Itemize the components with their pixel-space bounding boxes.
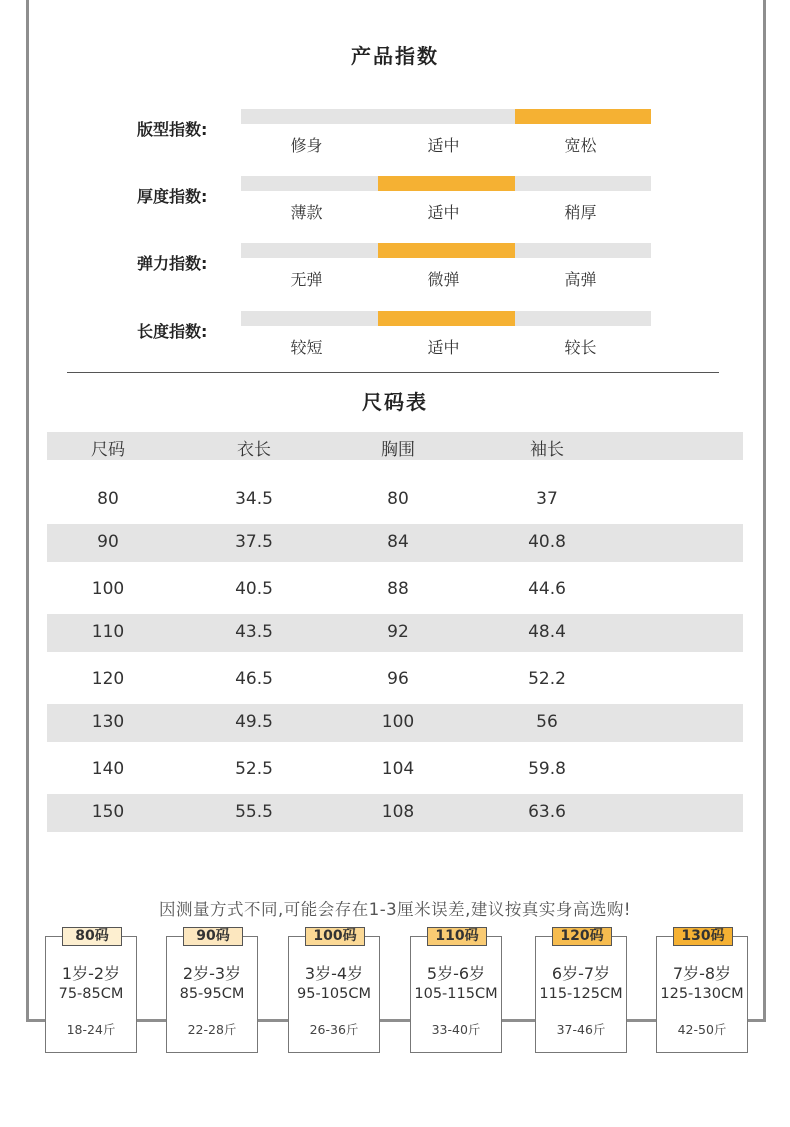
index-option: 适中 [427, 338, 460, 357]
size-table-cell: 130 [91, 712, 125, 732]
index-option: 适中 [427, 136, 460, 155]
size-card-weight: 26-36斤 [309, 1022, 359, 1037]
index-label: 厚度指数: [137, 187, 208, 206]
size-table-row [47, 742, 743, 794]
index-option: 较短 [290, 338, 323, 357]
size-card-height: 85-95CM [179, 986, 245, 1002]
size-table-cell: 59.8 [528, 759, 566, 779]
size-card [656, 928, 748, 1053]
index-track [241, 311, 651, 326]
size-table-header-cell: 胸围 [381, 440, 415, 460]
index-track [241, 176, 651, 191]
size-table-cell: 150 [91, 802, 125, 822]
size-table-spacer [47, 460, 743, 472]
size-card-age: 3岁-4岁 [304, 964, 364, 983]
index-selected-fill [378, 311, 515, 326]
index-track [241, 243, 651, 258]
index-selected-fill [515, 109, 651, 124]
size-card [535, 928, 627, 1053]
size-table-cell: 120 [91, 669, 125, 689]
index-option: 无弹 [290, 270, 323, 289]
size-table-cell: 108 [381, 802, 415, 822]
size-table-cell: 80 [97, 489, 119, 509]
size-table-cell: 80 [387, 489, 409, 509]
size-table-cell: 44.6 [528, 579, 566, 599]
size-card-height: 75-85CM [58, 986, 124, 1002]
index-option: 稍厚 [564, 203, 597, 222]
size-card [45, 928, 137, 1053]
size-card-height: 125-130CM [660, 986, 744, 1002]
size-table-cell: 37 [536, 489, 558, 509]
index-row [0, 176, 790, 236]
index-option: 高弹 [564, 270, 597, 289]
size-table-cell: 37.5 [235, 532, 273, 552]
size-table-cell: 92 [387, 622, 409, 642]
index-option: 薄款 [290, 203, 323, 222]
size-table-cell: 55.5 [235, 802, 273, 822]
size-card-tag: 80码 [62, 927, 122, 946]
size-table-header [47, 432, 743, 460]
size-card-age: 6岁-7岁 [551, 964, 611, 983]
size-table-cell: 104 [381, 759, 415, 779]
index-track [241, 109, 651, 124]
product-index-title: 产品指数 [351, 44, 439, 68]
size-card-age: 2岁-3岁 [182, 964, 242, 983]
size-table-cell: 40.8 [528, 532, 566, 552]
size-chart-title: 尺码表 [362, 390, 428, 414]
size-table-row [47, 704, 743, 742]
size-table-cell: 110 [91, 622, 125, 642]
index-option: 微弹 [427, 270, 460, 289]
frame-bottom-border [26, 1019, 766, 1022]
size-table-cell: 100 [381, 712, 415, 732]
size-table-cell: 49.5 [235, 712, 273, 732]
size-table-row [47, 614, 743, 652]
size-table-row [47, 652, 743, 704]
size-table-cell: 48.4 [528, 622, 566, 642]
size-card-weight: 33-40斤 [431, 1022, 481, 1037]
size-table-header-cell: 衣长 [237, 440, 271, 460]
size-card-weight: 37-46斤 [556, 1022, 606, 1037]
size-table-cell: 46.5 [235, 669, 273, 689]
index-selected-fill [378, 243, 515, 258]
size-card-height: 105-115CM [414, 986, 498, 1002]
size-card-height: 115-125CM [539, 986, 623, 1002]
size-table-cell: 52.2 [528, 669, 566, 689]
size-card [166, 928, 258, 1053]
index-selected-fill [378, 176, 515, 191]
size-table-cell: 96 [387, 669, 409, 689]
size-card-tag: 90码 [183, 927, 243, 946]
size-card-age: 1岁-2岁 [61, 964, 121, 983]
size-table-header-cell: 尺码 [91, 440, 125, 460]
size-table-cell: 56 [536, 712, 558, 732]
measurement-note: 因测量方式不同,可能会存在1-3厘米误差,建议按真实身高选购! [158, 900, 632, 919]
index-row [0, 109, 790, 169]
size-table-cell: 90 [97, 532, 119, 552]
index-label: 版型指数: [137, 120, 208, 139]
size-table-row [47, 472, 743, 524]
size-card-height: 95-105CM [297, 986, 371, 1002]
size-table-cell: 84 [387, 532, 409, 552]
index-row [0, 243, 790, 303]
index-option: 适中 [427, 203, 460, 222]
size-table-cell: 34.5 [235, 489, 273, 509]
size-card [410, 928, 502, 1053]
size-card-tag: 110码 [427, 927, 487, 946]
size-table-cell: 100 [91, 579, 125, 599]
size-table-cell: 43.5 [235, 622, 273, 642]
size-table-cell: 140 [91, 759, 125, 779]
size-table-row [47, 794, 743, 832]
size-card-age: 5岁-6岁 [426, 964, 486, 983]
size-card-tag: 120码 [552, 927, 612, 946]
size-table-row [47, 524, 743, 562]
size-table-cell: 40.5 [235, 579, 273, 599]
size-card-tag: 100码 [305, 927, 365, 946]
index-option: 较长 [564, 338, 597, 357]
size-table-cell: 63.6 [528, 802, 566, 822]
size-table-cell: 52.5 [235, 759, 273, 779]
index-label: 长度指数: [137, 322, 208, 341]
index-option: 宽松 [564, 136, 597, 155]
size-table-cell: 88 [387, 579, 409, 599]
size-table-header-cell: 袖长 [530, 440, 564, 460]
size-card-weight: 18-24斤 [66, 1022, 116, 1037]
size-card-tag: 130码 [673, 927, 733, 946]
size-table [47, 432, 743, 832]
size-card-weight: 22-28斤 [187, 1022, 237, 1037]
size-table-row [47, 562, 743, 614]
section-divider [67, 372, 719, 373]
size-card-age: 7岁-8岁 [672, 964, 732, 983]
size-card-weight: 42-50斤 [677, 1022, 727, 1037]
index-label: 弹力指数: [137, 254, 208, 273]
size-card [288, 928, 380, 1053]
index-row [0, 311, 790, 371]
index-option: 修身 [290, 136, 323, 155]
